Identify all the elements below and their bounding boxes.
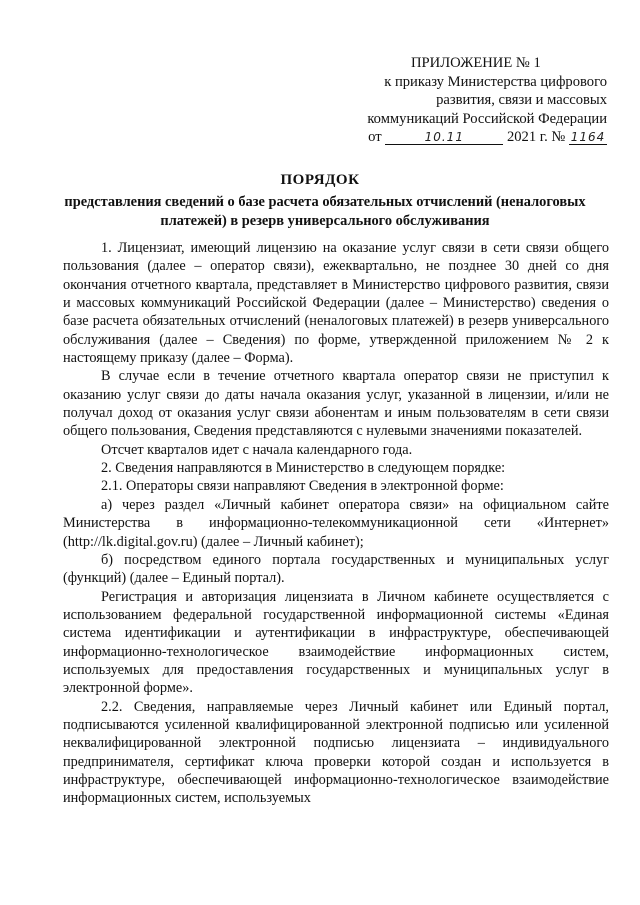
paragraph-3: Отсчет кварталов идет с начала календарного года. [101,441,413,458]
date-prefix: от [368,129,382,146]
paragraph-9: 2.2. Сведения, направляемые через Личный кабинет или Единый портал, подписываются усиленной квалифицированной электронной подписью или усиленной неквалифицированной электронной подписью лицензиата – индивидуального предпринимателя, сертификат ключа проверки которой создан и используется в инфраструктуре, обеспечивающей информационно-технологическое взаимодействие информационных систем, используемых [63,698,609,807]
paragraph-1: 1. Лицензиат, имеющий лицензию на оказание услуг связи в сети связи общего пользования (далее – оператор связи), ежеквартально, не позднее 30 дней со дня окончания отчетного квартала, представляет в Министерство цифрового развития, связи и массовых коммуникаций Российской Федерации (далее – Министерство) сведения о базе расчета обязательных отчислений (неналоговых платежей) в резерв универсального обслуживания (далее – Сведения) по форме, утвержденной приложением № 2 к настоящему приказу (далее – Форма). [63,240,609,367]
paragraph-8: Регистрация и авторизация лицензиата в Личном кабинете осуществляется с использованием федеральной государственной информационной системы «Единая система идентификации и аутентификации в инфраструктуре, обеспечивающей информационно-технологическое взаимодействие информационных систем, используемых для предоставления государственных и муниципальных услуг в электронной форме». [63,588,609,697]
date-blank [385,130,503,145]
appendix-ministry-line: развития, связи и массовых [436,92,607,109]
handwritten-date: 10.11 [424,130,464,145]
handwritten-number: 1164 [570,130,606,145]
year-number-label: 2021 г. № [506,129,566,146]
appendix-federation-line: коммуникаций Российской Федерации [367,110,607,127]
appendix-header [345,54,607,147]
document-title: ПОРЯДОК [280,172,360,188]
paragraph-6: а) через раздел «Личный кабинет оператора связи» на официальном сайте Министерства в информационно-телекоммуникационной сети «Интернет» (http://lk.digital.gov.ru) (далее – Личный кабинет); [63,496,609,550]
paragraph-7: б) посредством единого портала государственных и муниципальных услуг (функций) (далее – Единый портал). [63,551,609,587]
document-subtitle: представления сведений о базе расчета обязательных отчислений (неналоговых платежей) в резерв универсального обслуживания [64,194,586,229]
number-blank [569,130,607,145]
paragraph-2: В случае если в течение отчетного квартала оператор связи не приступил к оказанию услуг связи до даты начала оказания услуг, указанной в лицензии, и/или не получал доход от оказания услуг связи абонентам и иным пользователям в сети связи общего пользования, Сведения представляются с нулевыми значениями показателей. [63,368,609,440]
paragraph-4: 2. Сведения направляются в Министерство в следующем порядке: [101,460,506,477]
appendix-date-line [345,128,607,147]
appendix-order-line: к приказу Министерства цифрового [384,73,607,90]
paragraph-5: 2.1. Операторы связи направляют Сведения в электронной форме: [101,478,504,495]
document-body [63,239,609,808]
appendix-title: ПРИЛОЖЕНИЕ № 1 [411,55,541,71]
